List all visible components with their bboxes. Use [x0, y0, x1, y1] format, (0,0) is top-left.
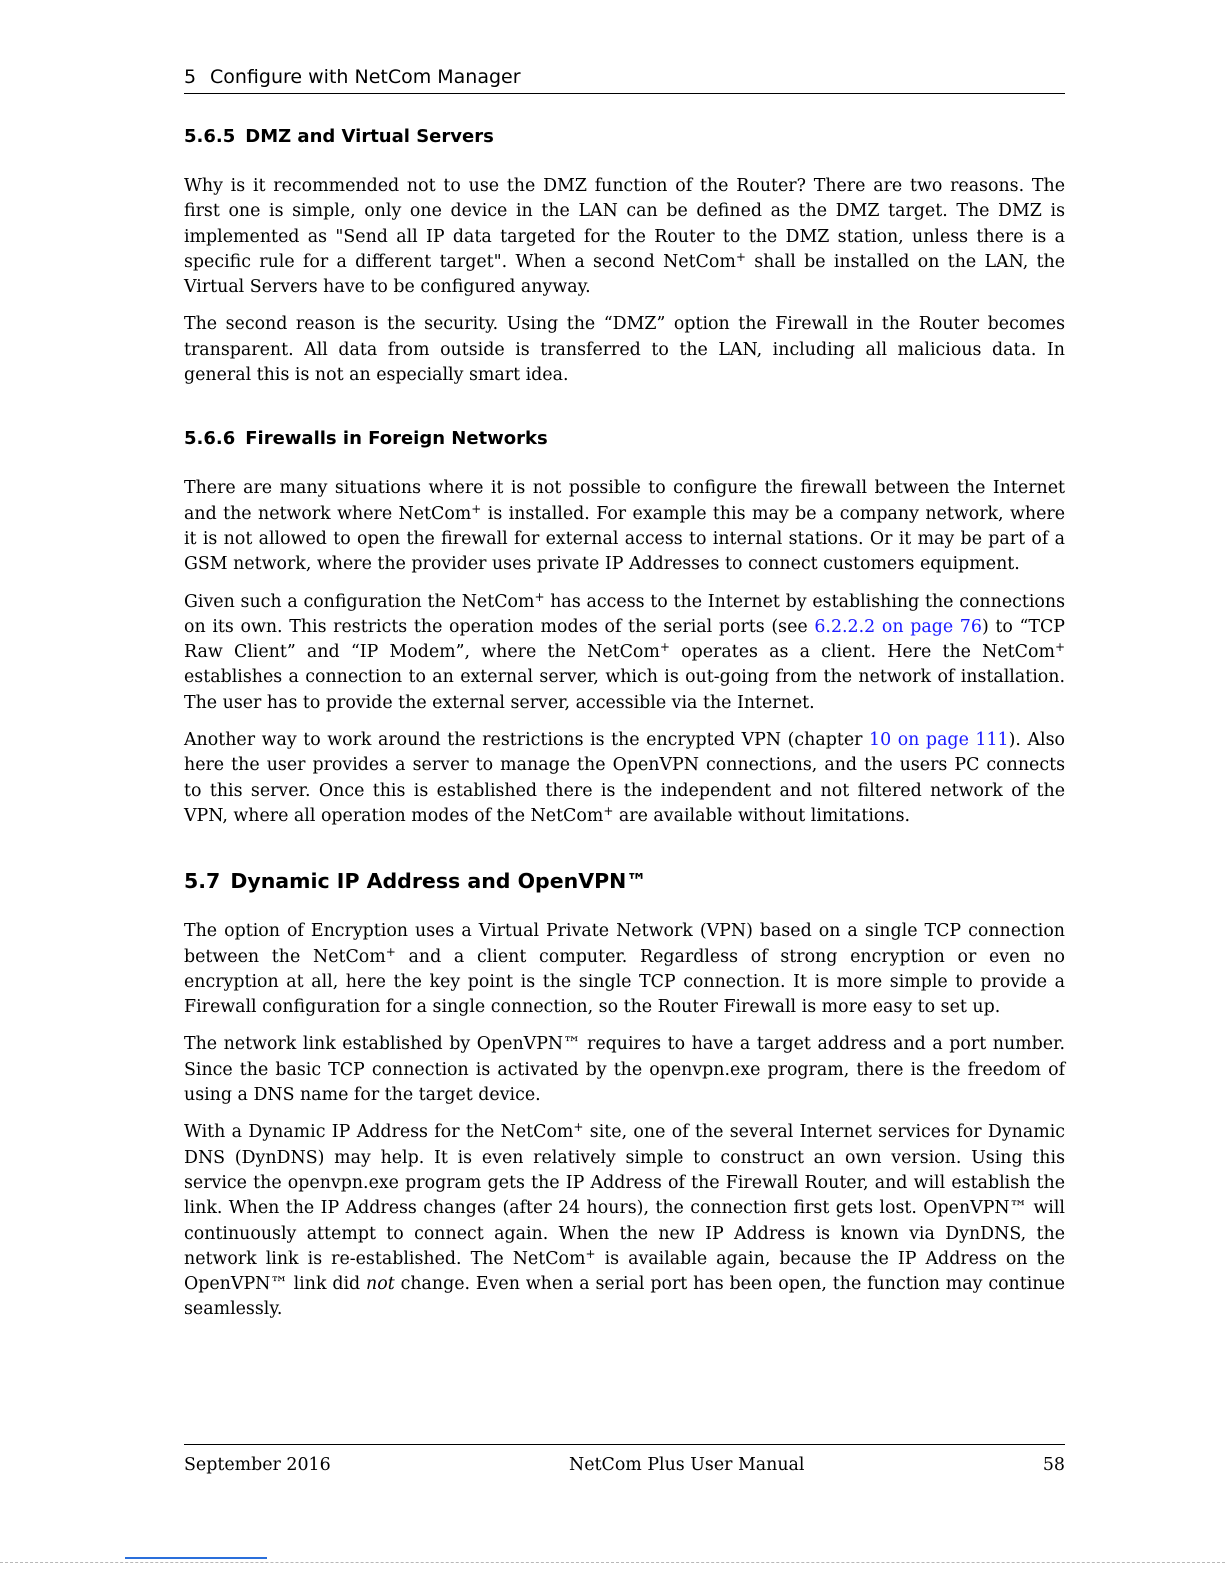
cross-reference-link[interactable]: 10 on page 111 — [869, 730, 1009, 751]
paragraph — [184, 476, 1065, 577]
paragraph — [184, 590, 1065, 716]
section-heading-5-6-5 — [184, 126, 1065, 148]
section-title: DMZ and Virtual Servers — [245, 126, 494, 147]
superscript-plus: + — [735, 249, 746, 264]
footer-date: September 2016 — [184, 1455, 331, 1475]
text-run: Another way to work around the restrictions is the encrypted VPN (chapter — [184, 730, 870, 751]
text-run: shall be installed on the LAN, the Virtual Servers have to be configured anyway. — [184, 251, 1065, 298]
chapter-title: Configure with NetCom Manager — [210, 66, 521, 88]
text-run: Given such a configuration the NetCom — [184, 591, 535, 612]
text-run: ) to “TCP Raw Client” and “IP Modem”, where the NetCom — [184, 616, 1066, 663]
scroll-indicator — [125, 1557, 267, 1559]
paragraph — [184, 1120, 1065, 1322]
text-run: and a client computer. Regardless of strong encryption or even no encryption at all, here the key point is the single TCP connection. It is more simple to provide a Firewall configuration for a single connection, so the Router Firewall is more easy to set up. — [184, 946, 1065, 1018]
section-title: Dynamic IP Address and OpenVPN™ — [230, 869, 647, 894]
text-run: are available without limitations. — [613, 805, 911, 826]
page-body — [184, 126, 1065, 1335]
emphasis: not — [366, 1274, 395, 1295]
text-run: There are many situations where it is not possible to configure the firewall between the Internet and the network where NetCom — [184, 478, 1065, 524]
text-run: establishes a connection to an external server, which is out-going from the network of installation. The user has to provide the external server, accessible via the Internet. — [184, 667, 1065, 713]
text-run: is installed. For example this may be a company network, where it is not allowed to open the firewall for external access to internal stations. Or it may be part of a GSM network, where the provider uses private IP Addresses to connect customers equipment. — [184, 503, 1065, 575]
paragraph — [184, 174, 1065, 300]
superscript-plus: + — [585, 1246, 596, 1261]
page-footer — [184, 1444, 1065, 1477]
text-run: change. Even when a serial port has been open, the function may continue seamlessly. — [184, 1274, 1065, 1320]
superscript-plus: + — [385, 944, 396, 959]
text-run: With a Dynamic IP Address for the NetCom — [184, 1122, 574, 1143]
section-number: 5.6.5 — [184, 126, 236, 147]
paragraph — [184, 919, 1065, 1020]
paragraph: The second reason is the security. Using the “DMZ” option the Firewall in the Router becomes transparent. All data from outside is transferred to the LAN, including all malicious data. In general this is not an especially smart idea. — [184, 314, 1065, 386]
section-heading-5-7 — [184, 869, 1065, 893]
paragraph — [184, 728, 1065, 829]
footer-title: NetCom Plus User Manual — [569, 1455, 805, 1475]
paragraph: The network link established by OpenVPN™ requires to have a target address and a port number. Since the basic TCP connection is activated by the openvpn.exe program, there is the freedom of using a DNS name for the target device. — [184, 1034, 1065, 1106]
section-number: 5.6.6 — [184, 428, 236, 450]
text-run: Why is it recommended not to use the DMZ function of the Router? There are two reasons. The first one is simple, only one device in the LAN can be defined as the DMZ target. The DMZ is implemented as "Send all IP data targeted for the Router to the DMZ station, unless there is a specific rule for a different target". When a second NetCom — [184, 176, 1065, 272]
superscript-plus: + — [534, 589, 545, 604]
superscript-plus: + — [603, 803, 614, 818]
superscript-plus: + — [659, 640, 670, 655]
cross-reference-link[interactable]: 6.2.2.2 on page 76 — [814, 616, 982, 637]
text-run: ). Also here the user provides a server to manage the OpenVPN connections, and the users PC connects to this server. Once this is established there is the independent and not filtered network of the VPN, where all operation modes of the NetCom — [184, 730, 1065, 826]
page-edge-divider — [0, 1562, 1225, 1563]
section-number: 5.7 — [184, 869, 221, 894]
running-header — [184, 66, 1065, 94]
text-run: The option of Encryption uses a Virtual Private Network (VPN) based on a single TCP connection between the NetCom — [184, 921, 1065, 967]
page-number: 58 — [1042, 1455, 1065, 1475]
section-heading-5-6-6 — [184, 428, 1065, 450]
superscript-plus: + — [573, 1120, 584, 1135]
superscript-plus: + — [471, 501, 482, 516]
section-title: Firewalls in Foreign Networks — [245, 428, 548, 450]
text-run: site, one of the several Internet services for Dynamic DNS (DynDNS) may help. It is even relatively simple to construct an own version. Using this service the openvpn.exe program gets the IP Address of the Firewall Router, and will establish the link. When the IP Address changes (after 24 hours), the connection first gets lost. OpenVPN™ will continuously attempt to connect again. When the new IP Address is known via DynDNS, the network link is re-established. The NetCom — [184, 1122, 1066, 1269]
chapter-number: 5 — [184, 66, 197, 88]
text-run: has access to the Internet by establishing the connections on its own. This restricts the operation modes of the serial ports (see — [184, 591, 1065, 637]
text-run: is available again, because the IP Address on the OpenVPN™ link did — [184, 1248, 1066, 1295]
text-run: operates as a client. Here the NetCom — [669, 642, 1055, 663]
superscript-plus: + — [1054, 640, 1065, 655]
